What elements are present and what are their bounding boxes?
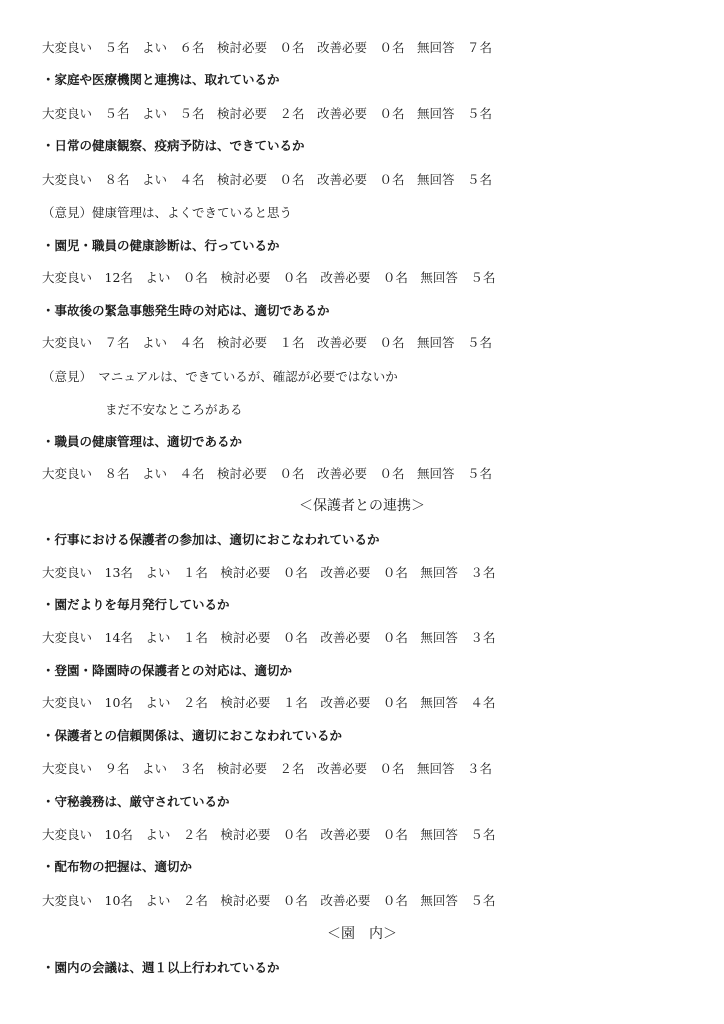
question-line: ・家庭や医療機関と連携は、取れているか — [42, 72, 280, 87]
question-line: ・園だよりを毎月発行しているか — [42, 597, 230, 612]
question-line: ・日常の健康観察、疫病予防は、できているか — [42, 138, 305, 153]
answer-line: 大変良い ５名 よい ５名 検討必要 ２名 改善必要 ０名 無回答 ５名 — [42, 106, 493, 121]
answer-line: 大変良い 14名 よい １名 検討必要 ０名 改善必要 ０名 無回答 ３名 — [42, 630, 496, 645]
answer-line: 大変良い ９名 よい ３名 検討必要 ２名 改善必要 ０名 無回答 ３名 — [42, 761, 493, 776]
answer-line: 大変良い 10名 よい ２名 検討必要 ０名 改善必要 ０名 無回答 ５名 — [42, 893, 496, 908]
answer-line: 大変良い 10名 よい ２名 検討必要 ０名 改善必要 ０名 無回答 ５名 — [42, 827, 496, 842]
section-heading-school: ＜園 内＞ — [327, 926, 397, 942]
answer-line: 大変良い 12名 よい ０名 検討必要 ０名 改善必要 ０名 無回答 ５名 — [42, 270, 496, 285]
question-line: ・事故後の緊急事態発生時の対応は、適切であるか — [42, 303, 330, 318]
answer-line: 大変良い ５名 よい ６名 検討必要 ０名 改善必要 ０名 無回答 ７名 — [42, 40, 493, 55]
question-line: ・行事における保護者の参加は、適切におこなわれているか — [42, 532, 380, 547]
question-line: ・職員の健康管理は、適切であるか — [42, 434, 243, 449]
answer-line: 大変良い ８名 よい ４名 検討必要 ０名 改善必要 ０名 無回答 ５名 — [42, 466, 493, 481]
answer-line: 大変良い ８名 よい ４名 検討必要 ０名 改善必要 ０名 無回答 ５名 — [42, 172, 493, 187]
question-line: ・守秘義務は、厳守されているか — [42, 794, 230, 809]
section-heading-guardian: ＜保護者との連携＞ — [299, 498, 425, 514]
question-line: ・配布物の把握は、適切か — [42, 859, 193, 874]
question-line: ・園内の会議は、週１以上行われているか — [42, 960, 280, 975]
question-line: ・園児・職員の健康診断は、行っているか — [42, 238, 280, 253]
answer-line: 大変良い 13名 よい １名 検討必要 ０名 改善必要 ０名 無回答 ３名 — [42, 565, 496, 580]
opinion-line: （意見）健康管理は、よくできていると思う — [42, 205, 293, 220]
question-line: ・保護者との信頼関係は、適切におこなわれているか — [42, 728, 343, 743]
opinion-continuation-line: まだ不安なところがある — [105, 402, 243, 417]
answer-line: 大変良い 10名 よい ２名 検討必要 １名 改善必要 ０名 無回答 ４名 — [42, 695, 496, 710]
question-line: ・登園・降園時の保護者との対応は、適切か — [42, 663, 293, 678]
opinion-line: （意見） マニュアルは、できているが、確認が必要ではないか — [42, 369, 398, 384]
answer-line: 大変良い ７名 よい ４名 検討必要 １名 改善必要 ０名 無回答 ５名 — [42, 335, 493, 350]
